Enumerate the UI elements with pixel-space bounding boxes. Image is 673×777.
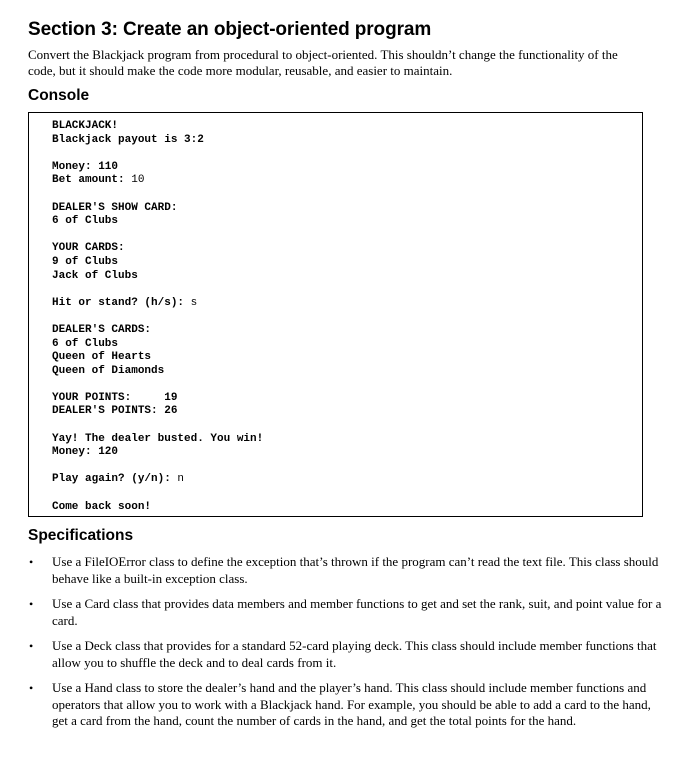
console-line <box>52 134 642 148</box>
console-line <box>52 446 642 460</box>
console-heading: Console <box>28 87 90 104</box>
console-blank-line <box>52 310 642 324</box>
console-output-text: DEALER'S POINTS: 26 <box>52 405 178 418</box>
specification-text: Use a Deck class that provides for a standard 52-card playing deck. This class should include member functions that allow you to shuffle the deck and to deal cards from it. <box>52 638 657 670</box>
console-output-text: Queen of Diamonds <box>52 364 165 377</box>
console-output-text: BLACKJACK! <box>52 120 119 132</box>
console-output-text: Money: 110 <box>52 160 119 173</box>
console-line <box>52 161 642 175</box>
console-line <box>52 297 642 311</box>
console-output-text: YOUR POINTS: 19 <box>52 391 178 404</box>
console-output-text: Hit or stand? (h/s): <box>52 296 191 309</box>
specification-text: Use a FileIOError class to define the exception that’s thrown if the program can’t read the text file. This class should behave like a built-in exception class. <box>52 554 659 586</box>
bullet-icon: • <box>29 681 34 695</box>
console-output-text: DEALER'S SHOW CARD: <box>52 201 178 214</box>
console-output-box <box>28 112 643 517</box>
console-blank-line <box>52 419 642 433</box>
console-blank-line <box>52 487 642 501</box>
document-page <box>28 18 663 739</box>
section-title: Section 3: Create an object-oriented program <box>28 19 432 40</box>
console-blank-line <box>52 147 642 161</box>
specifications-heading: Specifications <box>28 527 134 544</box>
console-user-input: 10 <box>131 174 145 187</box>
console-output-text: Come back soon! <box>52 500 152 513</box>
console-line <box>52 270 642 284</box>
bullet-icon: • <box>29 555 34 569</box>
console-line <box>52 242 642 256</box>
console-line <box>52 338 642 352</box>
console-output-text: YOUR CARDS: <box>52 242 125 255</box>
console-output-text: DEALER'S CARDS: <box>52 323 152 336</box>
console-output-text: 9 of Clubs <box>52 255 119 268</box>
console-blank-line <box>52 188 642 202</box>
specification-text: Use a Hand class to store the dealer’s hand and the player’s hand. This class should include member functions and operators that allow you to work with a Blackjack hand. For example, you should be able to add a card to the hand, get a card from the hand, count the number of cards in the hand, and get the total points for the hand. <box>52 680 651 728</box>
console-blank-line <box>52 460 642 474</box>
console-output-text: Bet amount: <box>52 174 132 187</box>
console-line <box>52 501 642 515</box>
console-line <box>52 473 642 487</box>
console-output-text: Yay! The dealer busted. You win! <box>52 432 264 445</box>
console-output-text: Jack of Clubs <box>52 269 138 282</box>
console-blank-line <box>52 283 642 297</box>
console-output-text: Queen of Hearts <box>52 351 152 364</box>
console-line <box>52 365 642 379</box>
specification-item <box>28 596 663 629</box>
console-user-input: s <box>190 296 198 309</box>
console-line <box>52 120 642 134</box>
console-blank-line <box>52 378 642 392</box>
console-output-text: Play again? (y/n): <box>52 473 178 486</box>
specifications-list <box>28 554 663 730</box>
bullet-icon: • <box>29 639 34 653</box>
specification-text: Use a Card class that provides data members and member functions to get and set the rank, suit, and point value for a card. <box>52 596 662 628</box>
console-output-text: Blackjack payout is 3:2 <box>52 133 204 146</box>
specification-item <box>28 680 663 730</box>
console-output-text: 6 of Clubs <box>52 215 119 228</box>
console-output-text: 6 of Clubs <box>52 337 119 350</box>
console-line <box>52 324 642 338</box>
specification-item <box>28 554 663 587</box>
console-user-input: n <box>177 473 185 486</box>
intro-paragraph: Convert the Blackjack program from procedural to object-oriented. This shouldn’t change the functionality of the code, but it should make the code more modular, reusable, and easier to maintain. <box>28 47 618 78</box>
specification-item <box>28 638 663 671</box>
console-line <box>52 433 642 447</box>
console-line <box>52 174 642 188</box>
bullet-icon: • <box>29 597 34 611</box>
console-line <box>52 405 642 419</box>
console-line <box>52 392 642 406</box>
console-line <box>52 202 642 216</box>
console-line <box>52 351 642 365</box>
console-line <box>52 256 642 270</box>
console-line <box>52 215 642 229</box>
console-blank-line <box>52 229 642 243</box>
console-output-text: Money: 120 <box>52 446 119 459</box>
